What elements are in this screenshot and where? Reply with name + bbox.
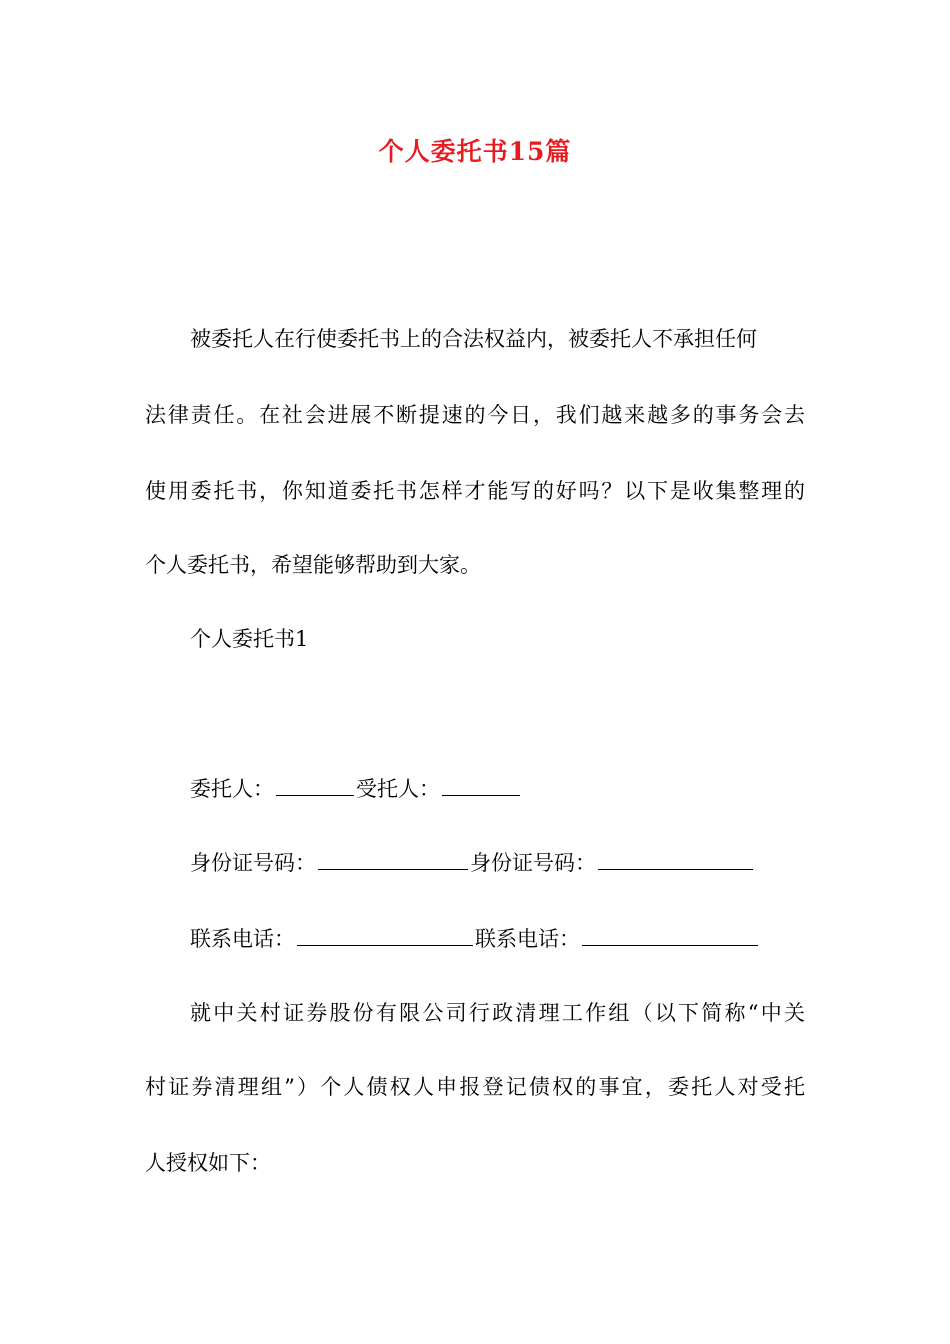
agent-phone-label: 联系电话： <box>475 927 580 951</box>
agent-id-label: 身份证号码： <box>470 851 596 875</box>
principal-blank <box>276 777 354 796</box>
principal-id-label: 身份证号码： <box>190 851 316 875</box>
agent-label: 受托人： <box>356 777 440 801</box>
document-title: 个人委托书15篇 <box>378 137 572 166</box>
intro-line-2: 法律责任。在社会进展不断提速的今日，我们越来越多的事务会去 <box>145 403 805 427</box>
intro-line-3: 使用委托书，你知道委托书怎样才能写的好吗？以下是收集整理的 <box>145 479 805 503</box>
agent-id-blank <box>598 851 753 870</box>
id-number-row <box>190 848 755 878</box>
principal-label: 委托人： <box>190 777 274 801</box>
body-line-1: 就中关村证券股份有限公司行政清理工作组（以下简称“中关 <box>190 1001 805 1025</box>
agent-phone-blank <box>582 927 758 946</box>
principal-phone-blank <box>297 927 473 946</box>
body-line-3: 人授权如下： <box>145 1151 271 1175</box>
body-line-2: 村证券清理组”）个人债权人申报登记债权的事宜，委托人对受托 <box>145 1075 805 1099</box>
intro-line-1: 被委托人在行使委托书上的合法权益内，被委托人不承担任何 <box>190 327 757 351</box>
agent-blank <box>442 777 520 796</box>
intro-line-4: 个人委托书，希望能够帮助到大家。 <box>145 553 481 577</box>
principal-agent-row <box>190 774 522 804</box>
principal-id-blank <box>318 851 468 870</box>
principal-phone-label: 联系电话： <box>190 927 295 951</box>
section-heading: 个人委托书1 <box>190 627 309 651</box>
phone-row <box>190 924 760 954</box>
